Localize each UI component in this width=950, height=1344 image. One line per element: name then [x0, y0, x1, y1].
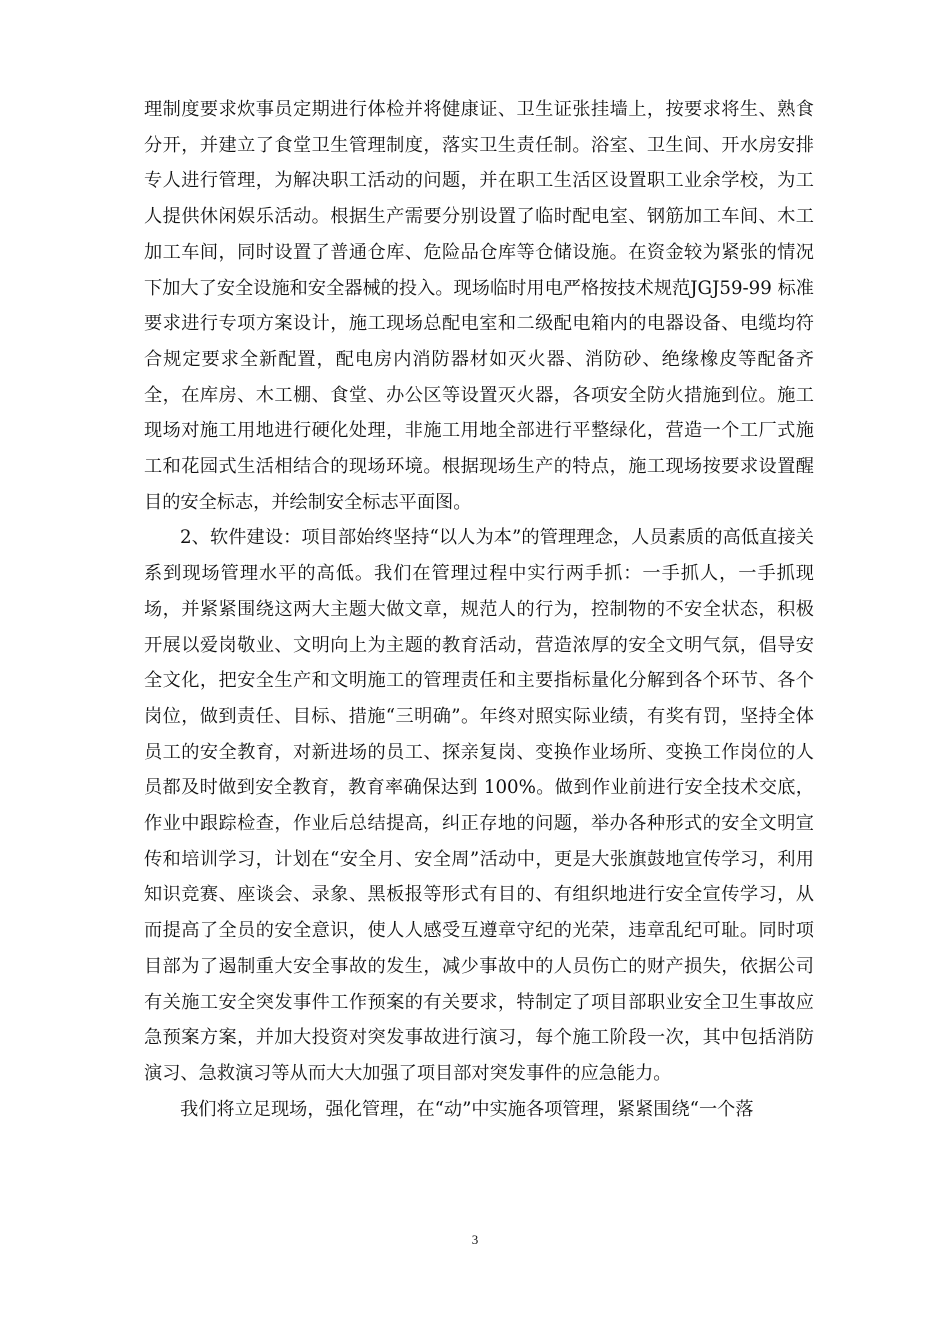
paragraph-facilities-continued: 理制度要求炊事员定期进行体检并将健康证、卫生证张挂墙上，按要求将生、熟食分开，并建立了食堂卫生管理制度，落实卫生责任制。浴室、卫生间、开水房安排专人进行管理，为解决职工活动的问题，并在职工生活区设置职工业余学校，为工人提供休闲娱乐活动。根据生产需要分别设置了临时配电室、钢筋加工车间、木工加工车间，同时设置了普通仓库、危险品仓库等仓储设施。在资金较为紧张的情况下加大了安全设施和安全器械的投入。现场临时用电严格按技术规范JGJ59-99 标准要求进行专项方案设计，施工现场总配电室和二级配电箱内的电器设备、电缆均符合规定要求全新配置，配电房内消防器材如灭火器、消防砂、绝缘橡皮等配备齐全，在库房、木工棚、食堂、办公区等设置灭火器，各项安全防火措施到位。施工现场对施工用地进行硬化处理，非施工用地全部进行平整绿化，营造一个工厂式施工和花园式生活相结合的现场环境。根据现场生产的特点，施工现场按要求设置醒目的安全标志，并绘制安全标志平面图。 — [144, 99, 814, 513]
body-text — [144, 92, 814, 1127]
paragraph-software-construction: 2、软件建设：项目部始终坚持“以人为本”的管理理念，人员素质的高低直接关系到现场管理水平的高低。我们在管理过程中实行两手抓：一手抓人，一手抓现场，并紧紧围绕这两大主题大做文章，规范人的行为，控制物的不安全状态，积极开展以爱岗敬业、文明向上为主题的教育活动，营造浓厚的安全文明气氛，倡导安全文化，把安全生产和文明施工的管理责任和主要指标量化分解到各个环节、各个岗位，做到责任、目标、措施“三明确”。年终对照实际业绩，有奖有罚，坚持全体员工的安全教育，对新进场的员工、探亲复岗、变换作业场所、变换工作岗位的人员都及时做到安全教育，教育率确保达到 100%。做到作业前进行安全技术交底，作业中跟踪检查，作业后总结提高，纠正存地的问题，举办各种形式的安全文明宣传和培训学习，计划在“安全月、安全周”活动中，更是大张旗鼓地宣传学习，利用知识竞赛、座谈会、录象、黑板报等形式有目的、有组织地进行安全宣传学习，从而提高了全员的安全意识，使人人感受互遵章守纪的光荣，违章乱纪可耻。同时项目部为了遏制重大安全事故的发生，减少事故中的人员伤亡的财产损失，依据公司有关施工安全突发事件工作预案的有关要求，特制定了项目部职业安全卫生事故应急预案方案，并加大投资对突发事故进行演习，每个施工阶段一次，其中包括消防演习、急救演习等从而大大加强了项目部对突发事件的应急能力。 — [144, 527, 814, 1084]
page-number: 3 — [471, 1232, 479, 1247]
paragraph-conclusion-start: 我们将立足现场，强化管理，在“动”中实施各项管理，紧紧围绕“一个落 — [180, 1098, 754, 1120]
